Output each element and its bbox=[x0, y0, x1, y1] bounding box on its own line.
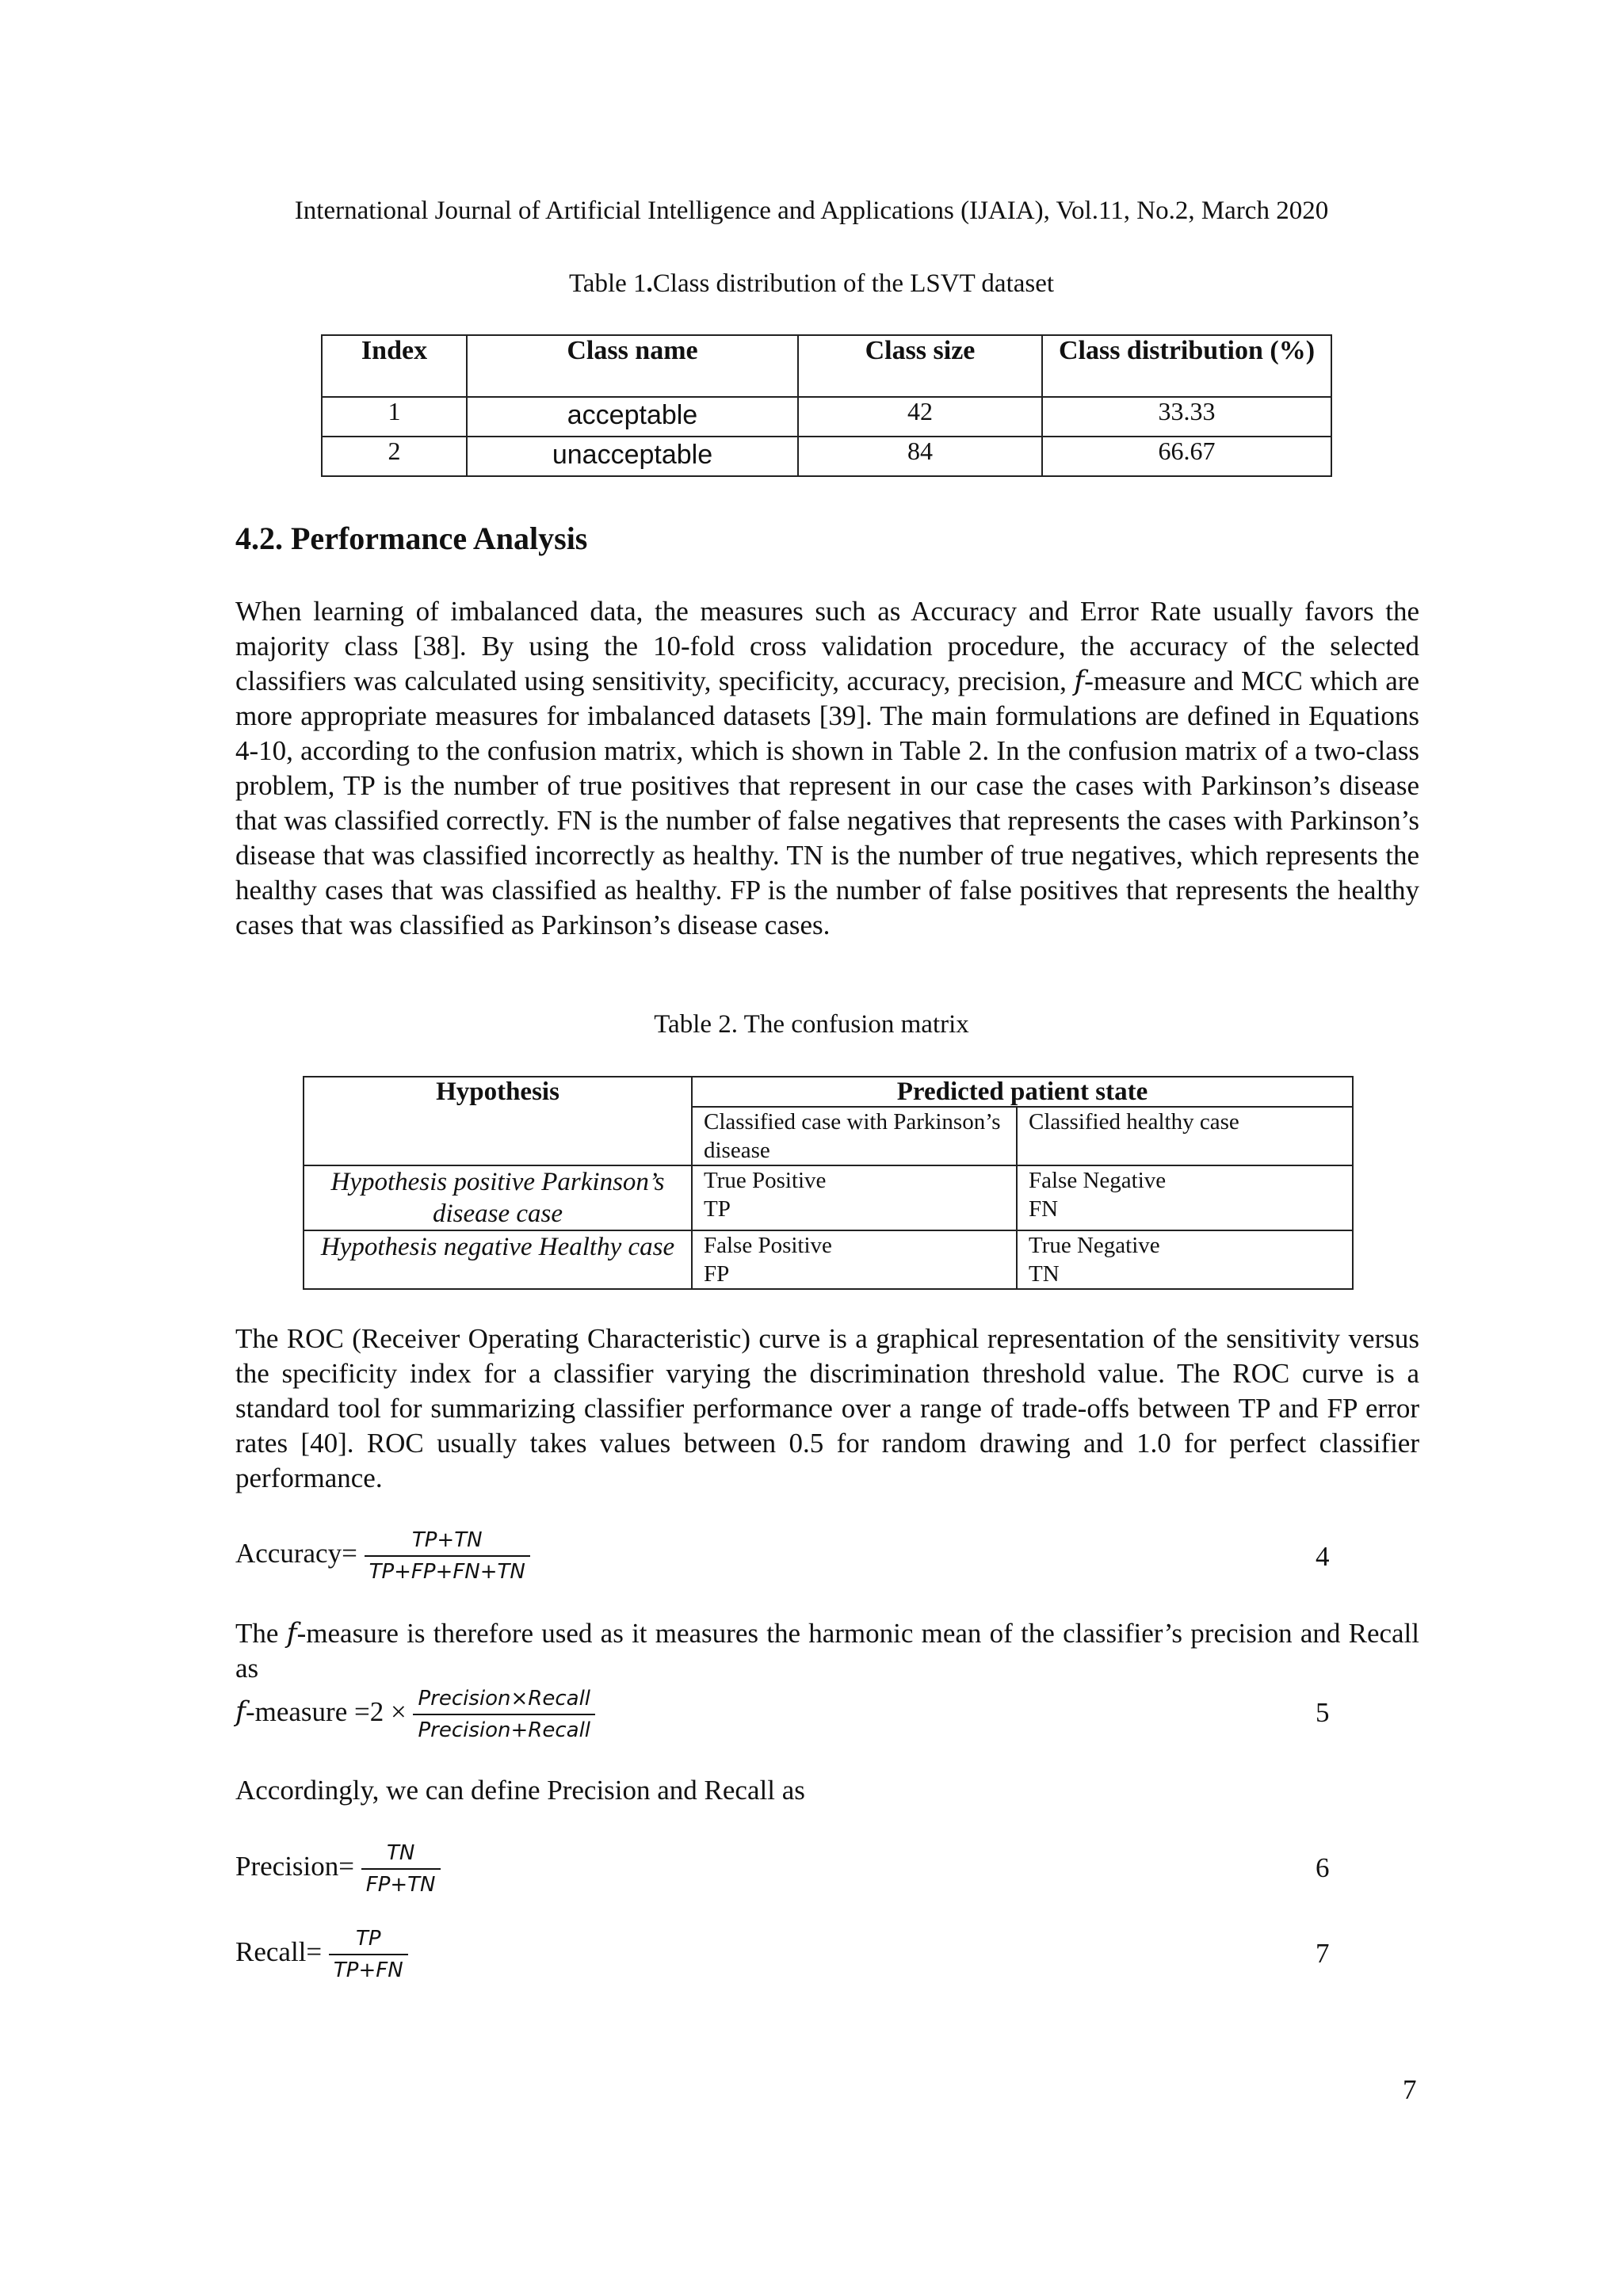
table-cell: 42 bbox=[798, 397, 1042, 437]
table-row bbox=[304, 1230, 1353, 1289]
table-cell: acceptable bbox=[467, 397, 798, 437]
table-cell: False Positive FP bbox=[692, 1230, 1017, 1289]
equation-number: 7 bbox=[1316, 1938, 1330, 1969]
table-cell: unacceptable bbox=[467, 437, 798, 476]
table-header-cell: Index bbox=[322, 335, 467, 397]
table-cell: 84 bbox=[798, 437, 1042, 476]
confusion-matrix-table bbox=[303, 1076, 1354, 1290]
fraction: $\frac{\text{Precision×Recall}}{\text{Precision+Recall}}$ bbox=[413, 1684, 595, 1745]
equation-number: 5 bbox=[1316, 1697, 1330, 1728]
table-cell: 33.33 bbox=[1042, 397, 1331, 437]
table-header-row bbox=[304, 1077, 1353, 1107]
table-cell: False Negative FN bbox=[1017, 1165, 1353, 1230]
paragraph-roc: The ROC (Receiver Operating Characteristic) curve is a graphical representation of the sensitivity versus the specificity index for a classifier varying the discrimination threshold value. The ROC curve is a standard tool for summarizing classifier performance over a range of trade-offs between TP and FP error rates [40]. ROC usually takes values between 0.5 for random drawing and 1.0 for perfect classifier performance. bbox=[235, 1323, 1419, 1493]
table-cell: Classified healthy case bbox=[1017, 1107, 1353, 1165]
table-header-cell: Class size bbox=[798, 335, 1042, 397]
table-cell: 66.67 bbox=[1042, 437, 1331, 476]
table-cell: 1 bbox=[322, 397, 467, 437]
predicted-header: Predicted patient state bbox=[692, 1077, 1353, 1107]
section-heading: 4.2. Performance Analysis bbox=[235, 521, 588, 556]
table-header-row bbox=[322, 335, 1331, 397]
equation-recall: Recall= $\frac{TP}{TP+FN}$ bbox=[235, 1924, 408, 1985]
fraction: $\frac{TN}{FP+TN}$ bbox=[361, 1838, 441, 1900]
table-cell: 2 bbox=[322, 437, 467, 476]
table-header-cell: Class distribution (%) bbox=[1042, 335, 1331, 397]
table2-caption: Table 2. The confusion matrix bbox=[654, 1010, 969, 1039]
table-header-cell: Class name bbox=[467, 335, 798, 397]
table-cell: Hypothesis positive Parkinson’s disease case bbox=[304, 1165, 692, 1230]
equation-number: 4 bbox=[1316, 1541, 1330, 1572]
fraction: $\frac{TP}{TP+FN}$ bbox=[329, 1924, 408, 1985]
table-row bbox=[322, 397, 1331, 437]
equation-number: 6 bbox=[1316, 1852, 1330, 1883]
table1-caption: Table 1.Class distribution of the LSVT dataset bbox=[568, 269, 1055, 298]
hypothesis-header: Hypothesis bbox=[304, 1077, 692, 1165]
table-cell: Classified case with Parkinson’s disease bbox=[692, 1107, 1017, 1165]
paragraph-define: Accordingly, we can define Precision and Recall as bbox=[235, 1775, 805, 1806]
class-distribution-table bbox=[321, 334, 1332, 477]
table-cell: Hypothesis negative Healthy case bbox=[304, 1230, 692, 1289]
table-row bbox=[322, 437, 1331, 476]
paragraph-performance: When learning of imbalanced data, the measures such as Accuracy and Error Rate usually favors the majority class [38]. By using the 10-fold cross validation procedure, the accuracy of the selected classifiers was calculated using sensitivity, specificity, accuracy, precision, f-measure and MCC which are more appropriate measures for imbalanced datasets [39]. The main formulations are defined in Equations 4-10, according to the confusion matrix, which is shown in Table 2. In the confusion matrix of a two-class problem, TP is the number of true positives that represent in our case the cases with Parkinson’s disease that was classified correctly. FN is the number of false negatives that represents the cases with Parkinson’s disease that was classified incorrectly as healthy. TN is the number of true negatives, which represents the healthy cases that was classified as healthy. FP is the number of false positives that represents the healthy cases that was classified as Parkinson’s disease cases. bbox=[235, 596, 1419, 940]
running-head: International Journal of Artificial Intelligence and Applications (IJAIA), Vol.11, No.2, March 2020 bbox=[294, 196, 1329, 225]
paragraph-fmeasure: The f-measure is therefore used as it measures the harmonic mean of the classifier’s precision and Recall as bbox=[235, 1618, 1420, 1684]
equation-accuracy: Accuracy= $\frac{TP+TN}{TP+FP+FN+TN}$ bbox=[235, 1525, 530, 1587]
fraction: $\frac{TP+TN}{TP+FP+FN+TN}$ bbox=[365, 1525, 530, 1587]
equation-precision: Precision= $\frac{TN}{FP+TN}$ bbox=[235, 1838, 441, 1900]
table-cell: True Negative TN bbox=[1017, 1230, 1353, 1289]
page-number: 7 bbox=[1403, 2074, 1417, 2105]
table-row bbox=[304, 1165, 1353, 1230]
table-cell: True Positive TP bbox=[692, 1165, 1017, 1230]
equation-fmeasure: f-measure =2 × $\frac{\text{Precision×Recall}}{\text{Precision+Recall}}$ bbox=[235, 1684, 595, 1745]
